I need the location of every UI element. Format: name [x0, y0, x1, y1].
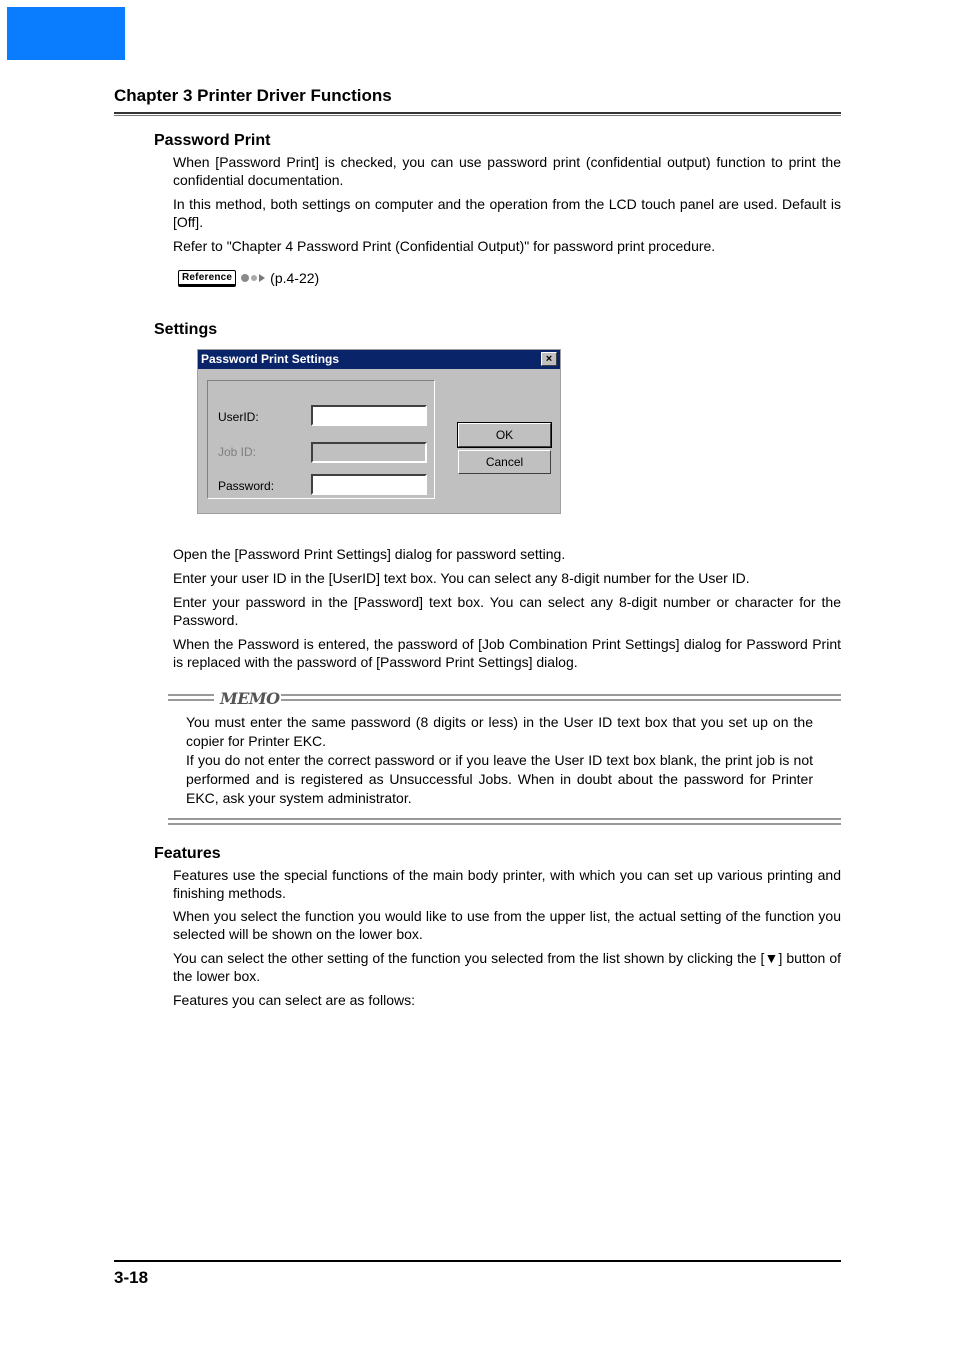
reference-link[interactable]: [178, 267, 319, 289]
cancel-button[interactable]: Cancel: [458, 450, 551, 474]
paragraph: Open the [Password Print Settings] dialog for password setting.: [173, 546, 566, 562]
paragraph: Enter your password in the [Password] text box. You can select any 8-digit number or character for the Password.: [173, 594, 841, 628]
page-number: 3-18: [114, 1268, 149, 1287]
memo-text: If you do not enter the correct password or if you leave the User ID text box blank, the print job is not performed and is registered as Unsuccessful Jobs. When in doubt about the password for Printer EKC, ask your system administrator.: [186, 752, 813, 806]
memo-rule-bottom: [168, 818, 841, 820]
settings-heading: Settings: [154, 321, 218, 338]
reference-page: (p.4-22): [270, 270, 320, 286]
userid-label: UserID:: [218, 410, 259, 424]
password-input[interactable]: [311, 474, 427, 495]
close-icon[interactable]: ×: [541, 352, 557, 366]
dialog-field-group: [207, 380, 435, 499]
password-print-heading: Password Print: [154, 132, 271, 149]
paragraph: Features use the special functions of the main body printer, with which you can set up various printing and finishing methods.: [173, 867, 841, 901]
header-rule-thin: [114, 115, 841, 116]
userid-input[interactable]: [311, 405, 427, 426]
features-heading: Features: [154, 845, 221, 862]
paragraph: When [Password Print] is checked, you can use password print (confidential output) function to print the confidential documentation.: [173, 154, 841, 188]
memo-rule-right: [281, 694, 841, 696]
arrow-dots-icon: [241, 274, 265, 282]
paragraph: Enter your user ID in the [UserID] text box. You can select any 8-digit number for the User ID.: [173, 570, 750, 586]
chapter-title: Chapter 3 Printer Driver Functions: [114, 86, 392, 105]
chapter-color-tab: [7, 7, 125, 60]
password-label: Password:: [218, 479, 275, 493]
memo-rule-bottom: [168, 823, 841, 825]
memo-text: You must enter the same password (8 digits or less) in the User ID text box that you set up on the copier for Printer EKC.: [186, 714, 813, 749]
memo-rule-left: [168, 694, 214, 696]
memo-rule-right: [281, 699, 841, 701]
reference-icon: Reference: [178, 270, 236, 287]
password-print-settings-dialog: [197, 349, 561, 514]
header-rule: [114, 112, 841, 114]
paragraph: In this method, both settings on computer and the operation from the LCD touch panel are used. Default is [Off].: [173, 196, 841, 230]
paragraph: When the Password is entered, the password of [Job Combination Print Settings] dialog for Password Print is replaced with the password of [Password Print Settings] dialog.: [173, 636, 841, 670]
paragraph: Features you can select are as follows:: [173, 992, 416, 1008]
memo-rule-left: [168, 699, 214, 701]
memo-icon: MEMO: [220, 689, 280, 708]
dialog-title-bar: [198, 350, 560, 369]
jobid-input: [311, 442, 427, 463]
jobid-label: Job ID:: [218, 445, 257, 459]
paragraph: You can select the other setting of the function you selected from the list shown by clicking the [▼] button of the lower box.: [173, 950, 841, 984]
footer-rule: [114, 1260, 841, 1262]
paragraph: Refer to "Chapter 4 Password Print (Confidential Output)" for password print procedure.: [173, 238, 716, 254]
paragraph: When you select the function you would like to use from the upper list, the actual setting of the function you selected will be shown on the lower box.: [173, 908, 841, 942]
ok-button[interactable]: OK: [458, 423, 551, 447]
dialog-title: Password Print Settings: [201, 352, 340, 366]
